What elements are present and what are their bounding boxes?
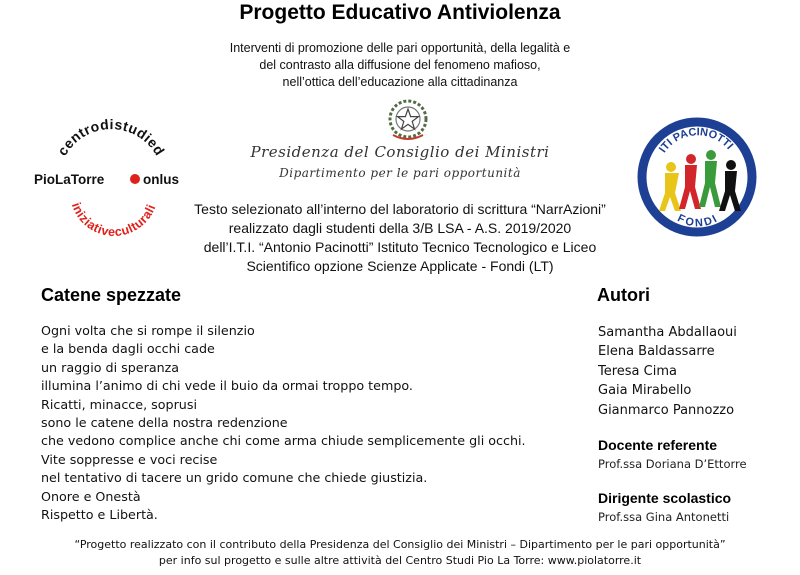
poem-body xyxy=(41,322,526,524)
poem-line: sono le catene della nostra redenzione xyxy=(41,415,288,431)
presidenza-line: Presidenza del Consiglio dei Ministri xyxy=(250,143,550,161)
poem-line: nel tentativo di tacere un grido comune che chiede giustizia. xyxy=(41,470,428,486)
author-name: Teresa Cima xyxy=(598,363,677,379)
poem-line: Ogni volta che si rompe il silenzio xyxy=(41,323,255,338)
pio-logo-name: PioLaTorre xyxy=(34,172,105,187)
italian-republic-emblem-icon xyxy=(385,97,431,143)
footer xyxy=(0,537,800,569)
selection-line: Scientifico opzione Scienze Applicate - Fondi (LT) xyxy=(246,258,554,274)
document-title: Progetto Educativo Antiviolenza xyxy=(239,1,561,24)
pio-la-torre-logo xyxy=(30,113,190,253)
iti-logo-arc-bottom: FONDI xyxy=(675,212,721,230)
author-name: Elena Baldassarre xyxy=(598,344,715,360)
poem-line: e la benda dagli occhi cade xyxy=(41,341,215,357)
dirigente-name: Prof.ssa Gina Antonetti xyxy=(598,510,730,524)
footer-line: per info sul progetto e sulle altre attività del Centro Studi Pio La Torre: www.piolatorre.it xyxy=(158,554,642,567)
poem-line: Ricatti, minacce, soprusi xyxy=(41,396,197,412)
docente-block xyxy=(598,437,747,471)
dirigente-block xyxy=(598,490,731,524)
iti-pacinotti-logo xyxy=(635,115,760,240)
author-name: Gianmarco Pannozzo xyxy=(598,402,735,418)
selection-description xyxy=(180,200,620,276)
dirigente-title: Dirigente scolastico xyxy=(598,490,732,506)
poem-line: Vite soppresse e voci recise xyxy=(41,451,218,467)
subtitle-line: Interventi di promozione delle pari opportunità, della legalità e xyxy=(229,41,571,55)
iti-logo-arc-top: ITI PACINOTTI xyxy=(656,126,736,156)
docente-name: Prof.ssa Doriana D’Ettorre xyxy=(598,457,747,471)
subtitle-line: del contrasto alla diffusione del fenomeno mafioso, xyxy=(259,58,541,72)
author-name: Samantha Abdallaoui xyxy=(598,325,737,340)
authors-list xyxy=(598,323,737,420)
subtitle xyxy=(150,40,650,91)
presidenza-logo xyxy=(230,143,570,180)
svg-text:iniziativeculturali xyxy=(69,201,159,239)
subtitle-line: nell’ottica dell’educazione alla cittadinanza xyxy=(282,75,518,89)
poem-line: che vedono complice anche chi come arma chiude semplicemente gli occhi. xyxy=(41,433,526,449)
selection-line: dell’I.T.I. “Antonio Pacinotti” Istituto Tecnico Tecnologico e Liceo xyxy=(203,239,597,255)
poem-line: illumina l’animo di chi vede il buio da ormai troppo tempo. xyxy=(41,378,413,394)
poem-title: Catene spezzate xyxy=(41,285,182,305)
pio-logo-arc-bottom: iniziativeculturali xyxy=(68,200,159,240)
pio-logo-onlus: onlus xyxy=(143,172,179,187)
svg-text:centrodistudied xyxy=(54,116,168,158)
dipartimento-line: Dipartimento per le pari opportunità xyxy=(279,166,521,180)
poem-line: un raggio di speranza xyxy=(41,359,180,375)
author-name: Gaia Mirabello xyxy=(598,383,692,399)
footer-line: “Progetto realizzato con il contributo della Presidenza del Consiglio dei Ministri – Dipartimento per le pari opportunità” xyxy=(74,538,726,551)
pio-logo-arc-top: centrodistudied xyxy=(53,116,169,159)
selection-line: Testo selezionato all’interno del laboratorio di scrittura “NarrAzioni” xyxy=(194,201,606,217)
red-dot-icon xyxy=(130,174,140,184)
poem-line: Rispetto e Libertà. xyxy=(41,507,158,523)
poem-line: Onore e Onestà xyxy=(41,488,141,504)
selection-line: realizzato dagli studenti della 3/B LSA - A.S. 2019/2020 xyxy=(228,220,572,236)
authors-title: Autori xyxy=(597,285,650,305)
docente-title: Docente referente xyxy=(598,437,718,453)
